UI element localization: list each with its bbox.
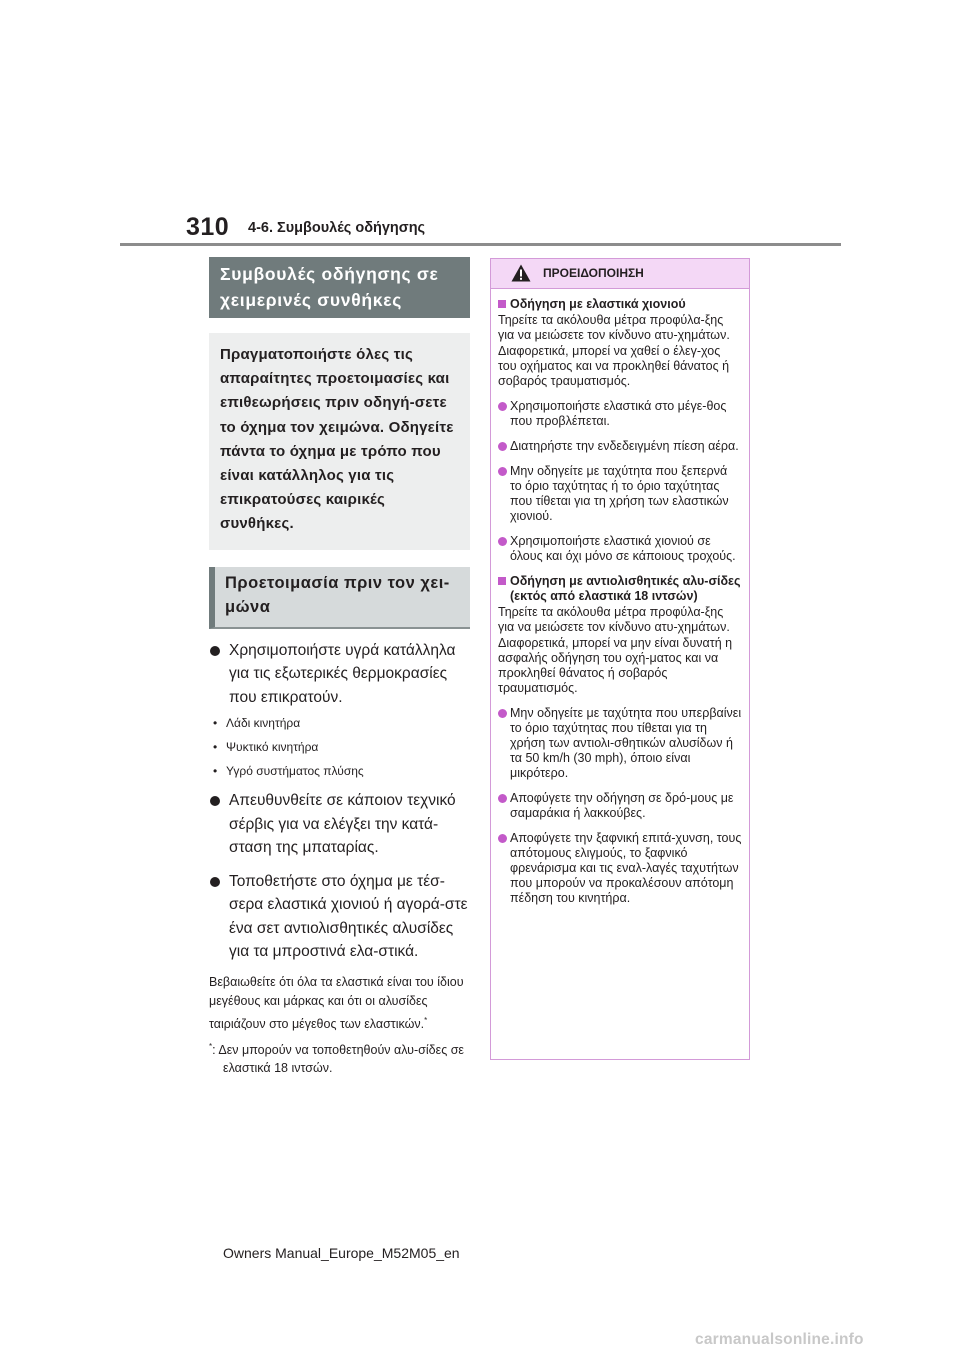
- warning-paragraph: Διαφορετικά, μπορεί να χαθεί ο έλεγ-χος του οχήματος και να προκληθεί θάνατος ή σοβαρός τραυματισμός.: [498, 344, 730, 388]
- note-mark: *: [424, 1015, 428, 1025]
- warning-bullet: Χρησιμοποιήστε ελαστικά στο μέγε-θος που προβλέπεται.: [498, 399, 742, 429]
- warning-paragraph: Τηρείτε τα ακόλουθα μέτρα προφύλα-ξης για να μειώσετε τον κίνδυνο ατυ-χημάτων.: [498, 313, 730, 342]
- bullet-tires: Τοποθετήστε στο όχημα με τέσ-σερα ελαστικά χιονιού ή αγορά-στε ένα σετ αντιολισθητικές αλυσίδες για τα μπροστινά ελα-στικά.: [209, 870, 470, 964]
- warning-paragraph: Διαφορετικά, μπορεί να μην είναι δυνατή η ασφαλής οδήγηση του οχή-ματος και να προκληθεί θάνατος ή σοβαρός τραυματισμός.: [498, 636, 733, 695]
- warning-section-snow-chains: Οδήγηση με αντιολισθητικές αλυ-σίδες (εκτός από ελαστικά 18 ιντσών): [498, 574, 742, 604]
- warning-header: [491, 259, 749, 289]
- note-text: Βεβαιωθείτε ότι όλα τα ελαστικά είναι του ίδιου μεγέθους και μάρκας και ότι οι αλυσίδες ταιριάζουν στο μέγεθος των ελαστικών.: [209, 974, 464, 1031]
- list-item: • Υγρό συστήματος πλύσης: [209, 764, 470, 779]
- list-item: • Λάδι κινητήρα: [209, 716, 470, 731]
- page-number: 310: [186, 213, 230, 241]
- warning-bullet: Μην οδηγείτε με ταχύτητα που υπερβαίνει το όριο ταχύτητας που τίθεται για τη χρήση των αντιολι-σθητικών αλυσίδων ή τα 50 km/h (30 mph), όποιο είναι μικρότερο.: [498, 706, 742, 781]
- footer-manual-name: Owners Manual_Europe_M52M05_en: [223, 1245, 460, 1261]
- main-heading: Συμβουλές οδήγησης σε χειμερινές συνθήκες: [209, 257, 470, 318]
- bullet-battery: Απευθυνθείτε σε κάποιον τεχνικό σέρβις για να ελέγξει την κατά-σταση της μπαταρίας.: [209, 789, 470, 860]
- subheading: Προετοιμασία πριν τον χει-μώνα: [209, 567, 470, 629]
- intro-box: Πραγματοποιήστε όλες τις απαραίτητες προετοιμασίες και επιθεωρήσεις πριν οδηγή-σετε το όχημα τον χειμώνα. Οδηγείτε πάντα το όχημα με τρόπο που είναι κατάλληλος για τις επικρατούσες καιρικές συνθήκες.: [209, 333, 470, 550]
- header-divider: [120, 243, 841, 246]
- warning-body: [491, 289, 749, 906]
- warning-box: [490, 258, 750, 1060]
- left-column: [209, 257, 470, 1077]
- warning-triangle-icon: [511, 264, 531, 282]
- warning-bullet: Αποφύγετε την ξαφνική επιτά-χυνση, τους απότομους ελιγμούς, το ξαφνικό φρενάρισμα και τις εναλ-λαγές ταχυτήτων που μπορούν να προκαλέσουν απότομη πέδηση του κινητήρα.: [498, 831, 742, 906]
- warning-title: ΠΡΟΕΙΔΟΠΟΙΗΣΗ: [543, 266, 644, 280]
- warning-bullet: Αποφύγετε την οδήγηση σε δρό-μους με σαμαράκια ή λακκούβες.: [498, 791, 742, 821]
- warning-bullet: Χρησιμοποιήστε ελαστικά χιονιού σε όλους και όχι μόνο σε κάποιους τροχούς.: [498, 534, 742, 564]
- warning-bullet: Μην οδηγείτε με ταχύτητα που ξεπερνά το όριο ταχύτητας ή το όριο ταχύτητας που τίθεται για τη χρήση των ελαστικών χιονιού.: [498, 464, 742, 524]
- footnote-text: : Δεν μπορούν να τοποθετηθούν αλυ-σίδες σε ελαστικά 18 ιντσών.: [212, 1042, 464, 1075]
- warning-bullet: Διατηρήστε την ενδεδειγμένη πίεση αέρα.: [498, 439, 742, 454]
- section-title: 4-6. Συμβουλές οδήγησης: [248, 220, 426, 236]
- watermark: carmanualsonline.info: [695, 1331, 864, 1348]
- note-paragraph: [209, 973, 470, 1034]
- footnote-mark: *: [209, 1041, 213, 1051]
- footnote: [209, 1038, 470, 1077]
- bullet-fluids: Χρησιμοποιήστε υγρά κατάλληλα για τις εξωτερικές θερμοκρασίες που επικρατούν.: [209, 639, 470, 710]
- fluid-list: [209, 716, 470, 779]
- warning-paragraph: Τηρείτε τα ακόλουθα μέτρα προφύλα-ξης για να μειώσετε τον κίνδυνο ατυ-χημάτων.: [498, 605, 730, 634]
- list-item: • Ψυκτικό κινητήρα: [209, 740, 470, 755]
- warning-section-snow-tires: Οδήγηση με ελαστικά χιονιού: [498, 297, 742, 312]
